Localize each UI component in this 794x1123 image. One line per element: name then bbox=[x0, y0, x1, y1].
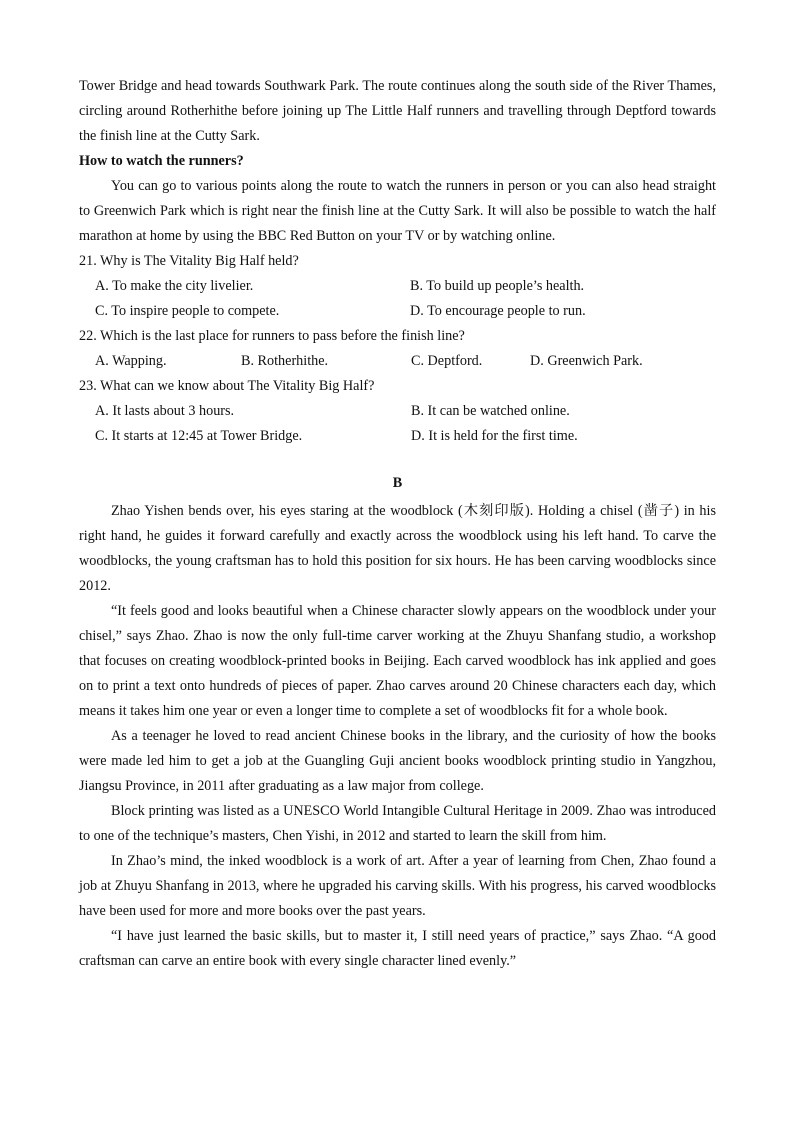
question-stem: 22. Which is the last place for runners to pass before the finish line? bbox=[79, 328, 465, 344]
passage-a-paragraph: You can go to various points along the route to watch the runners in person or you can also head straight to Greenwich Park which is right near the finish line at the Cutty Sark. It will also be possible to watch the half marathon at home by using the BBC Red Button on your TV or by watching online. bbox=[79, 178, 716, 244]
option-b: B. Rotherhithe. bbox=[241, 353, 329, 369]
question-options bbox=[79, 299, 716, 324]
passage-b-paragraph: “It feels good and looks beautiful when a Chinese character slowly appears on the woodblock under your chisel,” says Zhao. Zhao is now the only full-time carver working at the Zhuyu Shanfang studio, a workshop that focuses on creating woodblock-printed books in Beijing. Each carved woodblock has ink applied and goes on to print a text onto hundreds of pieces of paper. Zhao carves around 20 Chinese characters each day, which means it takes him one year or even a longer time to complete a set of woodblocks fit for a whole book. bbox=[79, 603, 716, 719]
passage-b-paragraph: In Zhao’s mind, the inked woodblock is a work of art. After a year of learning from Chen, Zhao found a job at Zhuyu Shanfang in 2013, where he upgraded his carving skills. With his progress, his carved woodblocks have been used for more and more books over the past years. bbox=[79, 853, 716, 919]
option-d: D. To encourage people to run. bbox=[410, 303, 586, 319]
option-b: B. To build up people’s health. bbox=[410, 278, 585, 294]
option-a: A. Wapping. bbox=[95, 353, 167, 369]
question-options bbox=[79, 424, 716, 449]
passage-a-paragraph: Tower Bridge and head towards Southwark Park. The route continues along the south side of the River Thames, circling around Rotherhithe before joining up The Little Half runners and travelling through Deptford towards the finish line at the Cutty Sark. bbox=[79, 78, 716, 144]
question-stem: 21. Why is The Vitality Big Half held? bbox=[79, 253, 299, 269]
option-a: A. To make the city livelier. bbox=[95, 278, 254, 294]
passage-label: B bbox=[392, 475, 403, 491]
question-options bbox=[79, 399, 716, 424]
option-c: C. It starts at 12:45 at Tower Bridge. bbox=[95, 428, 303, 444]
option-a: A. It lasts about 3 hours. bbox=[95, 403, 235, 419]
option-c: C. To inspire people to compete. bbox=[95, 303, 280, 319]
question-options bbox=[79, 349, 716, 374]
passage-b-paragraph: Zhao Yishen bends over, his eyes staring at the woodblock (木刻印版). Holding a chisel (凿子) in his right hand, he guides it forward carefully and exactly across the woodblock using his left hand. To carve the woodblocks, the young craftsman has to hold this position for six hours. He has been carving woodblocks since 2012. bbox=[79, 503, 716, 594]
option-d: D. Greenwich Park. bbox=[530, 353, 643, 369]
option-d: D. It is held for the first time. bbox=[411, 428, 578, 444]
passage-b-paragraph: Block printing was listed as a UNESCO World Intangible Cultural Heritage in 2009. Zhao was introduced to one of the technique’s masters, Chen Yishi, in 2012 and started to learn the skill from him. bbox=[79, 803, 716, 844]
text-column bbox=[79, 74, 716, 974]
option-b: B. It can be watched online. bbox=[411, 403, 570, 419]
section-heading: How to watch the runners? bbox=[79, 153, 244, 169]
passage-b-paragraph: “I have just learned the basic skills, but to master it, I still need years of practice,” says Zhao. “A good craftsman can carve an entire book with every single character lined evenly.” bbox=[79, 928, 716, 969]
question-options bbox=[79, 274, 716, 299]
question-stem: 23. What can we know about The Vitality Big Half? bbox=[79, 378, 375, 394]
passage-b-paragraph: As a teenager he loved to read ancient Chinese books in the library, and the curiosity of how the books were made led him to get a job at the Guangling Guji ancient books woodblock printing studio in Yangzhou, Jiangsu Province, in 2011 after graduating as a law major from college. bbox=[79, 728, 716, 794]
option-c: C. Deptford. bbox=[411, 353, 483, 369]
